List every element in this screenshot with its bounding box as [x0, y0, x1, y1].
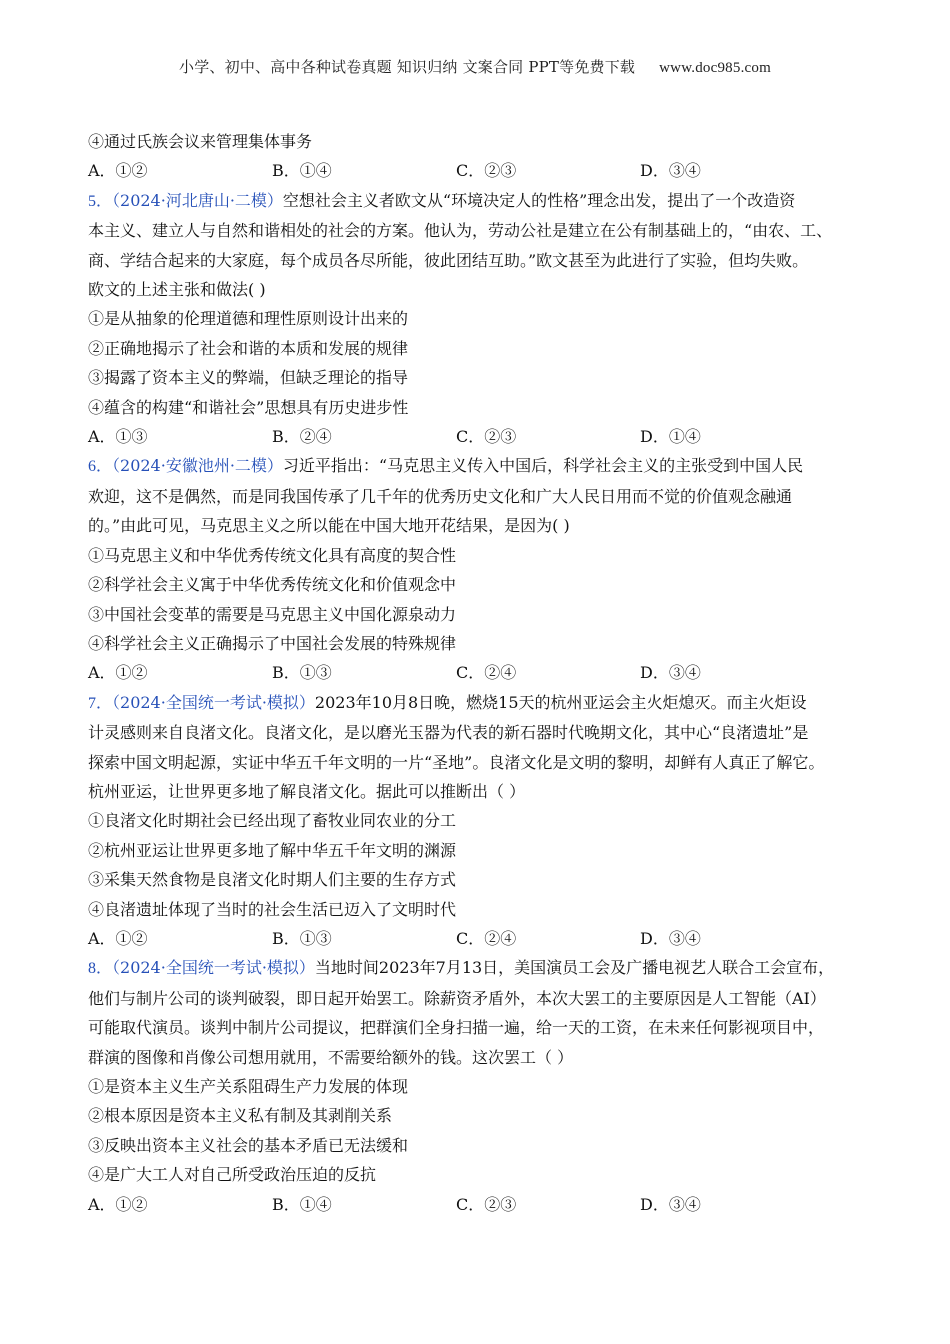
- q5-statement-4: ④蕴含的构建“和谐社会”思想具有历史进步性: [88, 397, 409, 417]
- q7-statement-4: ④良渚遗址体现了当时的社会生活已迈入了文明时代: [88, 899, 457, 919]
- q6-options: [88, 658, 880, 687]
- q4-option-a[interactable]: A．①②: [88, 161, 148, 181]
- q6-stem-line-2: 欢迎，这不是偶然，而是同我国传承了几千年的优秀历史文化和广大人民日用而不觉的价值观念融通: [88, 486, 793, 506]
- q7-option-d[interactable]: D．③④: [640, 928, 701, 948]
- q6-option-a[interactable]: A．①②: [88, 663, 148, 683]
- q7-options: [88, 924, 880, 953]
- q8-number: 8．: [88, 960, 113, 978]
- q7-option-b[interactable]: B．①③: [272, 928, 332, 948]
- q7-statement-1: ①良渚文化时期社会已经出现了畜牧业同农业的分工: [88, 811, 457, 831]
- q5-option-a[interactable]: A．①③: [88, 427, 148, 447]
- q7-stem-line-1: [88, 688, 880, 718]
- q8-source: （2024·全国统一考试·模拟）: [112, 958, 315, 978]
- q7-option-a[interactable]: A．①②: [88, 928, 148, 948]
- q4-statement-4: ④通过氏族会议来管理集体事务: [88, 132, 313, 151]
- q7-stem-line-4: 杭州亚运，让世界更多地了解良渚文化。据此可以推断出（ ）: [88, 781, 526, 801]
- q8-statement-4: ④是广大工人对自己所受政治压迫的反抗: [88, 1165, 377, 1185]
- q6-statement-1: ①马克思主义和中华优秀传统文化具有高度的契合性: [88, 545, 457, 565]
- q4-option-c[interactable]: C．②③: [456, 161, 517, 181]
- q6-statement-3: ③中国社会变革的需要是马克思主义中国化源泉动力: [88, 604, 457, 624]
- q5-statement-3: ③揭露了资本主义的弊端，但缺乏理论的指导: [88, 368, 409, 388]
- q8-stem-line-2: 他们与制片公司的谈判破裂，即日起开始罢工。除薪资矛盾外，本次大罢工的主要原因是人工智能（AI）: [88, 988, 826, 1008]
- q7-stem-line-3: 探索中国文明起源，实证中华五千年文明的一片“圣地”。良渚文化是文明的黎明，却鲜有人真正了解它。: [88, 752, 825, 772]
- q5-stem-line-4: 欧文的上述主张和做法( ): [88, 280, 266, 300]
- q6-option-c[interactable]: C．②④: [456, 663, 517, 683]
- q7-stem-text-1: 2023年10月8日晚，燃烧15天的杭州亚运会主火炬熄灭。而主火炬设: [314, 692, 807, 712]
- q5-number: 5．: [88, 192, 113, 210]
- q6-statement-2: ②科学社会主义寓于中华优秀传统文化和价值观念中: [88, 575, 457, 595]
- q6-stem-line-3: 的。”由此可见，马克思主义之所以能在中国大地开花结果，是因为( ): [88, 516, 570, 536]
- q6-source: （2024·安徽池州·二模）: [112, 456, 283, 476]
- q8-stem-line-4: 群演的图像和肖像公司想用就用，不需要给额外的钱。这次罢工（ ）: [88, 1047, 574, 1067]
- header-url[interactable]: www.doc985.com: [659, 60, 771, 76]
- q7-statement-2: ②杭州亚运让世界更多地了解中华五千年文明的渊源: [88, 840, 457, 860]
- q4-options: [88, 156, 880, 185]
- q8-option-a[interactable]: A．①②: [88, 1194, 148, 1214]
- q8-statement-1: ①是资本主义生产关系阻碍生产力发展的体现: [88, 1077, 409, 1096]
- question-content: [88, 127, 880, 1219]
- q7-stem-line-2: 计灵感则来自良渚文化。良渚文化，是以磨光玉器为代表的新石器时代晚期文化，其中心“良渚遗址”是: [88, 723, 809, 743]
- q6-option-b[interactable]: B．①③: [272, 663, 332, 683]
- q6-statement-4: ④科学社会主义正确揭示了中国社会发展的特殊规律: [88, 633, 457, 653]
- page-header: [0, 56, 950, 77]
- q6-stem-line-1: [88, 451, 880, 481]
- q5-stem-line-1: [88, 186, 880, 216]
- q6-stem-text-1: 习近平指出：“马克思主义传入中国后，科学社会主义的主张受到中国人民: [282, 456, 804, 476]
- q8-option-c[interactable]: C．②③: [456, 1194, 517, 1214]
- q6-option-d[interactable]: D．③④: [640, 663, 701, 683]
- q8-stem-line-1: [88, 953, 880, 983]
- q5-stem-line-3: 商、学结合起来的大家庭，每个成员各尽所能，彼此团结互助。”欧文甚至为此进行了实验，但均失败。: [88, 250, 809, 270]
- q4-option-d[interactable]: D．③④: [640, 161, 701, 181]
- q5-option-b[interactable]: B．②④: [272, 427, 332, 447]
- q5-stem-line-2: 本主义、建立人与自然和谐相处的社会的方案。他认为，劳动公社是建立在公有制基础上的，“由农、工、: [88, 221, 833, 241]
- q8-statement-2: ②根本原因是资本主义私有制及其剥削关系: [88, 1106, 393, 1126]
- q6-number: 6．: [88, 458, 113, 476]
- q4-option-b[interactable]: B．①④: [272, 161, 332, 181]
- q8-option-b[interactable]: B．①④: [272, 1194, 332, 1214]
- q5-source: （2024·河北唐山·二模）: [112, 190, 283, 210]
- q5-options: [88, 422, 880, 451]
- q8-option-d[interactable]: D．③④: [640, 1194, 701, 1214]
- q8-options: [88, 1190, 880, 1219]
- q7-statement-3: ③采集天然食物是良渚文化时期人们主要的生存方式: [88, 870, 457, 890]
- q8-statement-3: ③反映出资本主义社会的基本矛盾已无法缓和: [88, 1135, 409, 1155]
- q7-option-c[interactable]: C．②④: [456, 928, 517, 948]
- q5-statement-2: ②正确地揭示了社会和谐的本质和发展的规律: [88, 338, 409, 358]
- q5-statement-1: ①是从抽象的伦理道德和理性原则设计出来的: [88, 309, 409, 329]
- q5-stem-text-1: 空想社会主义者欧文从“环境决定人的性格”理念出发，提出了一个改造资: [282, 190, 796, 210]
- q8-stem-line-3: 可能取代演员。谈判中制片公司提议，把群演们全身扫描一遍，给一天的工资，在未来任何影视项目中，: [88, 1018, 825, 1038]
- q5-option-c[interactable]: C．②③: [456, 427, 517, 447]
- q8-stem-text-1: 当地时间2023年7月13日，美国演员工会及广播电视艺人联合工会宣布，: [314, 958, 835, 978]
- q5-option-d[interactable]: D．①④: [640, 427, 701, 447]
- q7-number: 7．: [88, 694, 113, 712]
- q7-source: （2024·全国统一考试·模拟）: [112, 692, 315, 712]
- header-text: 小学、初中、高中各种试卷真题 知识归纳 文案合同 PPT等免费下载: [179, 58, 636, 76]
